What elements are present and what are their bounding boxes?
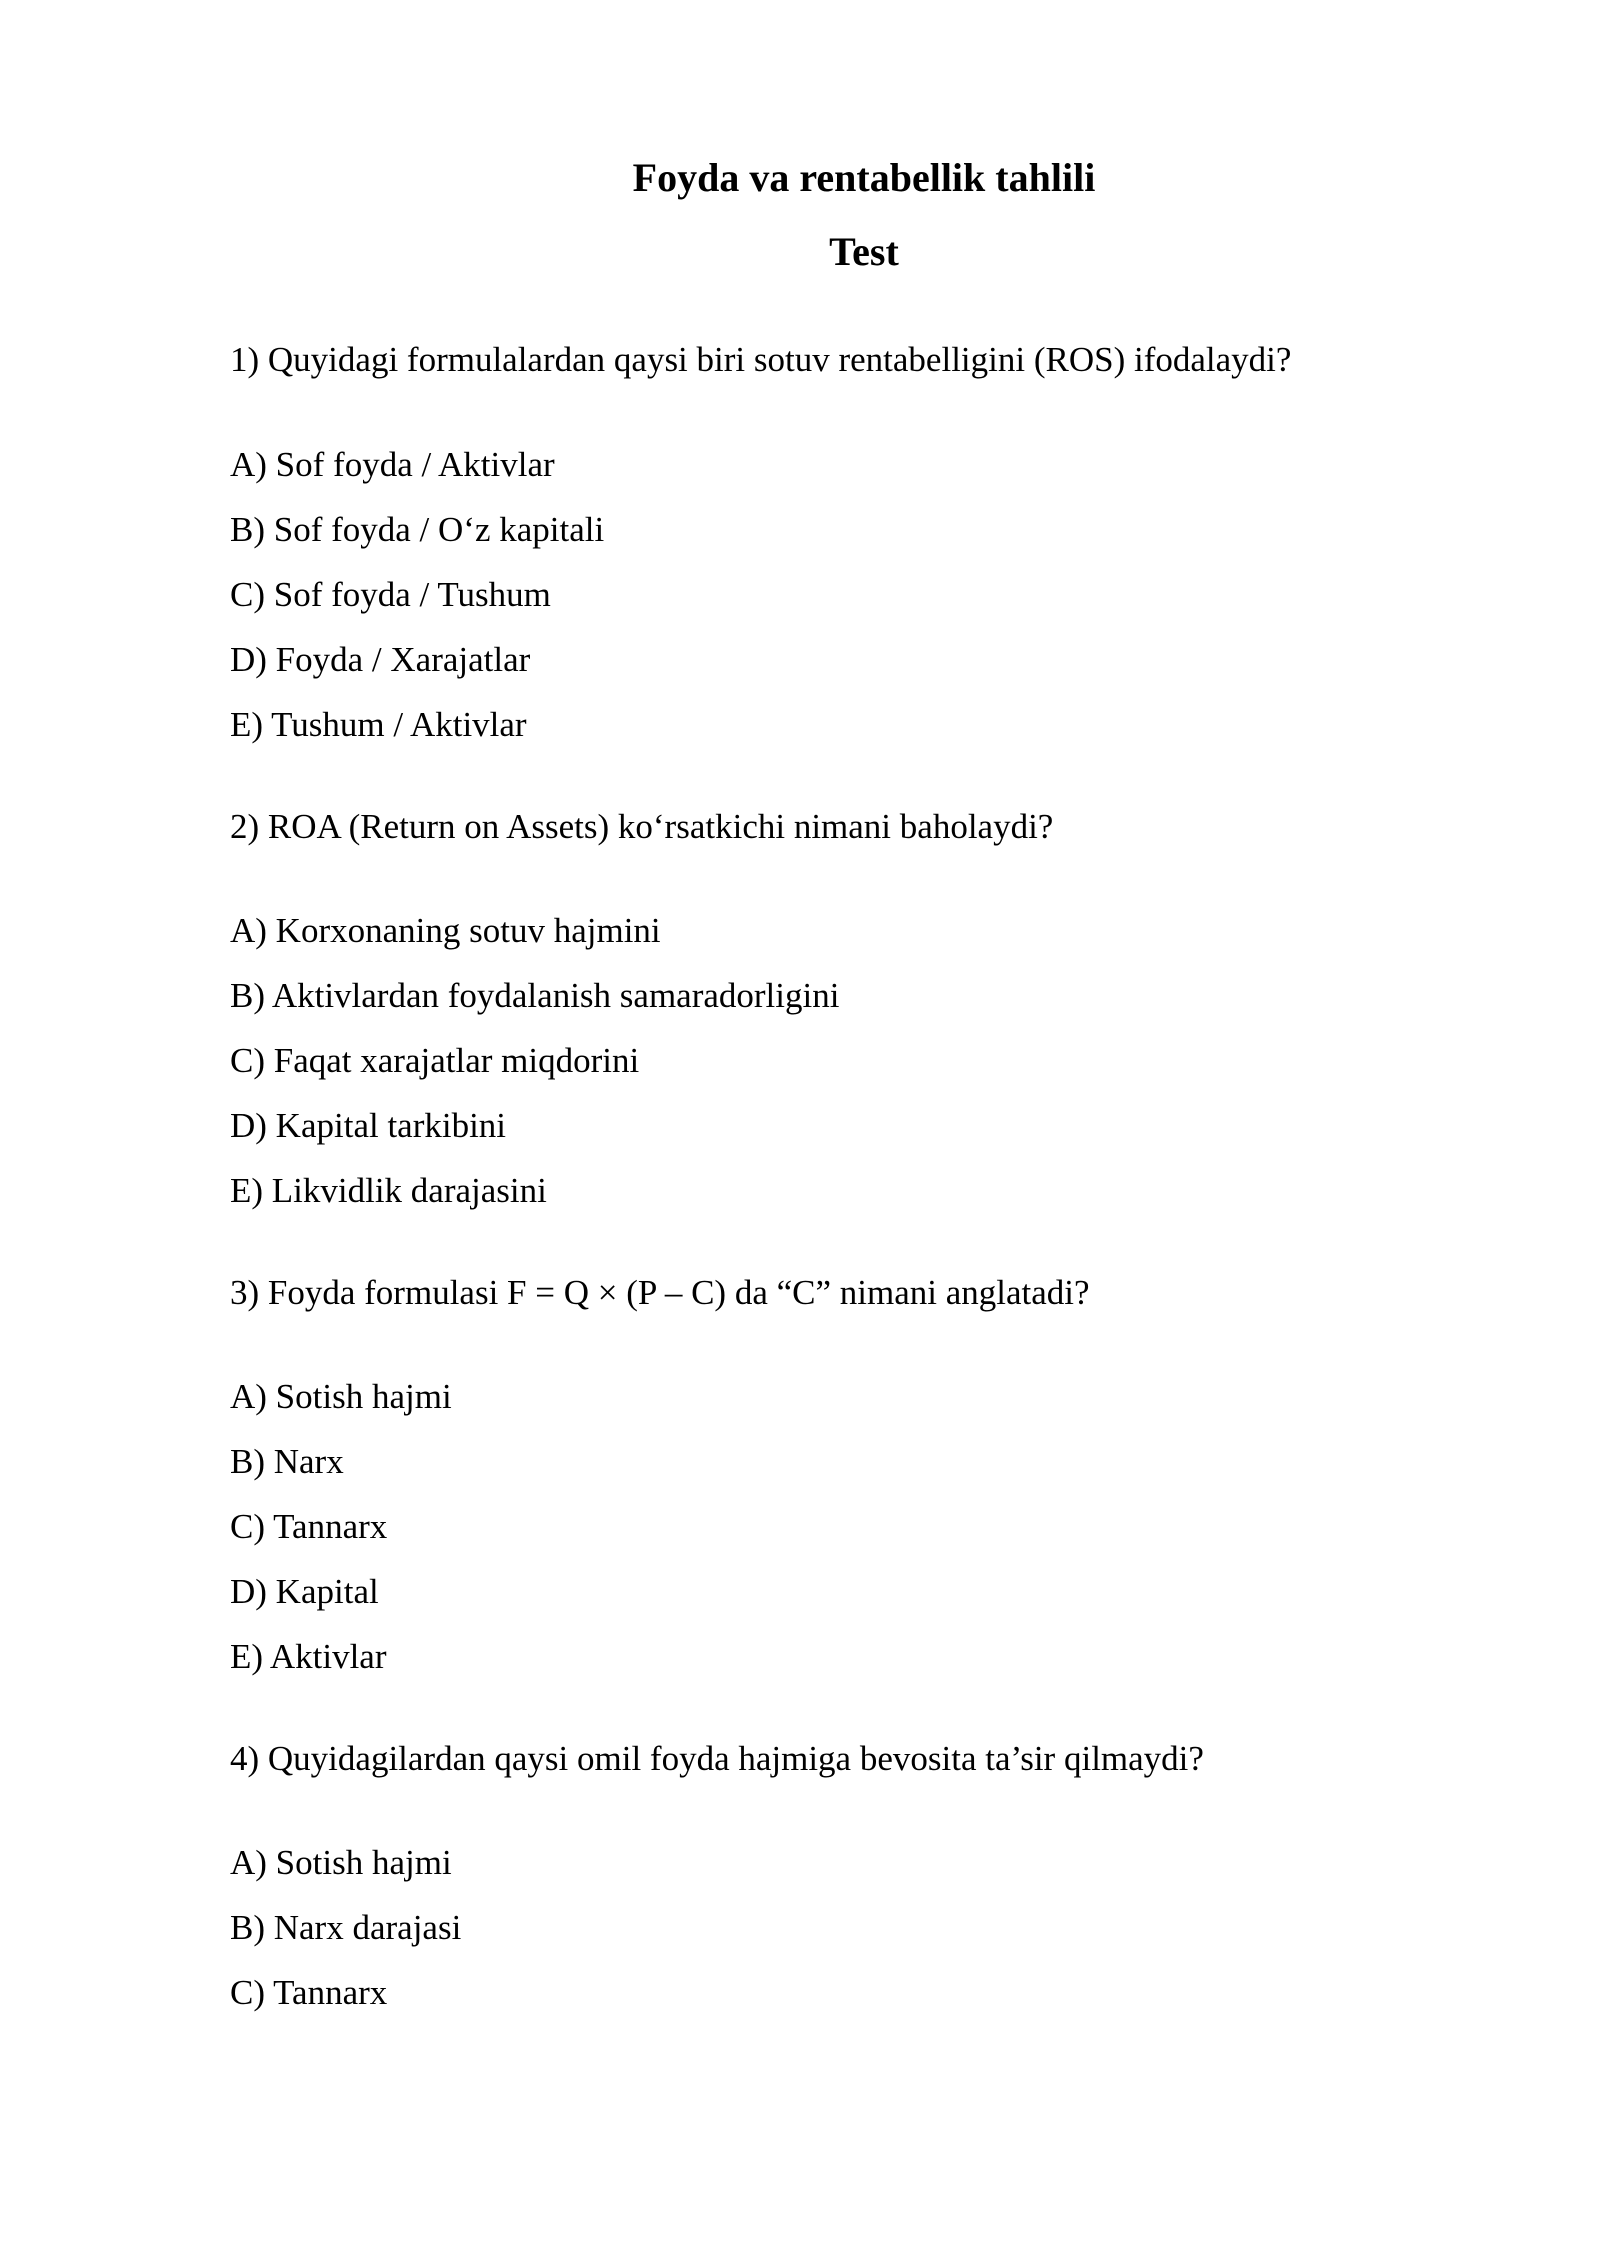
question-1-option-e: E) Tushum / Aktivlar (230, 705, 527, 744)
document-subtitle: Test (829, 229, 899, 274)
document-title: Foyda va rentabellik tahlili (632, 155, 1096, 200)
question-2-option-c: C) Faqat xarajatlar miqdorini (230, 1041, 640, 1080)
question-4-option-b: B) Narx darajasi (230, 1908, 462, 1947)
question-1-option-a: A) Sof foyda / Aktivlar (230, 445, 555, 484)
question-3-option-d: D) Kapital (230, 1572, 379, 1611)
question-2-option-b: B) Aktivlardan foydalanish samaradorligini (230, 976, 840, 1015)
question-2-option-e: E) Likvidlik darajasini (230, 1171, 547, 1210)
question-3-option-b: B) Narx (230, 1442, 344, 1481)
question-3-option-c: C) Tannarx (230, 1507, 388, 1546)
question-3-option-a: A) Sotish hajmi (230, 1377, 452, 1416)
question-4-option-c: C) Tannarx (230, 1973, 388, 2012)
question-1-option-b: B) Sof foyda / O‘z kapitali (230, 510, 605, 549)
question-4: 4) Quyidagilardan qaysi omil foyda hajmiga bevosita ta’sir qilmaydi? (230, 1739, 1204, 1778)
question-4-option-a: A) Sotish hajmi (230, 1843, 452, 1882)
question-2: 2) ROA (Return on Assets) ko‘rsatkichi nimani baholaydi? (230, 807, 1054, 846)
question-3: 3) Foyda formulasi F = Q × (P – C) da “C” nimani anglatadi? (230, 1273, 1090, 1312)
question-1: 1) Quyidagi formulalardan qaysi biri sotuv rentabelligini (ROS) ifodalaydi? (230, 340, 1292, 379)
question-2-option-d: D) Kapital tarkibini (230, 1106, 507, 1145)
question-2-option-a: A) Korxonaning sotuv hajmini (230, 911, 661, 950)
question-1-option-d: D) Foyda / Xarajatlar (230, 640, 531, 679)
question-3-option-e: E) Aktivlar (230, 1637, 387, 1676)
question-1-option-c: C) Sof foyda / Tushum (230, 575, 551, 614)
